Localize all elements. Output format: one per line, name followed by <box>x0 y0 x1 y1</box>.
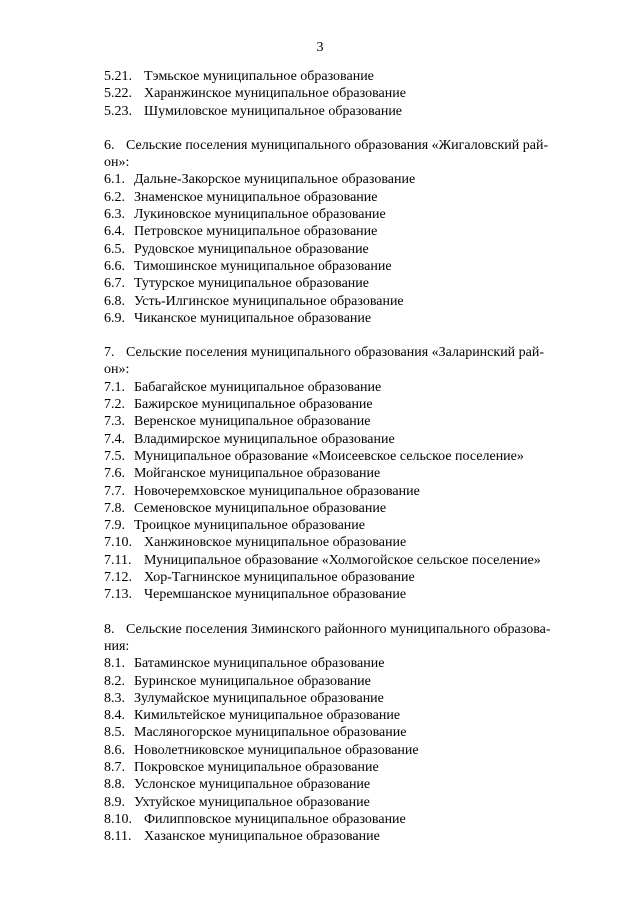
item-number: 7.8. <box>104 500 125 516</box>
list-item <box>104 275 594 292</box>
item-number: 6.8. <box>104 293 125 309</box>
list-item <box>104 483 594 500</box>
section-heading <box>104 344 594 361</box>
item-number: 6.3. <box>104 207 125 223</box>
list-item <box>104 310 594 327</box>
item-text: Троицкое муниципальное образование <box>134 518 366 534</box>
item-number: 5.22. <box>104 86 132 102</box>
section-heading-line1: Сельские поселения Зиминского районного муниципального образова- <box>126 621 551 637</box>
item-text: Рудовское муниципальное образование <box>134 241 369 257</box>
list-item <box>104 293 594 310</box>
item-number: 8.11. <box>104 829 132 845</box>
list-item <box>104 206 594 223</box>
item-number: 8.8. <box>104 777 125 793</box>
list-item <box>104 448 594 465</box>
list-item <box>104 413 594 430</box>
section-number: 7. <box>104 345 115 361</box>
item-text: Тутурское муниципальное образование <box>134 276 370 292</box>
item-number: 8.3. <box>104 690 125 706</box>
list-item <box>104 811 594 828</box>
item-number: 5.23. <box>104 103 132 119</box>
item-text: Шумиловское муниципальное образование <box>144 103 403 119</box>
item-text: Буринское муниципальное образование <box>134 673 371 689</box>
document-content <box>104 68 594 845</box>
item-number: 7.3. <box>104 414 125 430</box>
item-number: 7.4. <box>104 431 125 447</box>
list-item <box>104 534 594 551</box>
section-heading <box>104 621 594 638</box>
item-text: Муниципальное образование «Холмогойское сельское поселение» <box>144 552 541 568</box>
section-heading <box>104 137 594 154</box>
list-item <box>104 690 594 707</box>
item-number: 6.6. <box>104 258 125 274</box>
item-text: Петровское муниципальное образование <box>134 224 378 240</box>
item-number: 7.6. <box>104 466 125 482</box>
item-text: Черемшанское муниципальное образование <box>144 587 407 603</box>
section-spacer <box>104 604 594 621</box>
list-item <box>104 258 594 275</box>
item-text: Дальне-Закорское муниципальное образование <box>134 172 416 188</box>
item-number: 7.13. <box>104 587 132 603</box>
list-item <box>104 794 594 811</box>
section-heading-line1: Сельские поселения муниципального образования «Жигаловский рай- <box>126 137 549 153</box>
item-number: 8.4. <box>104 708 125 724</box>
item-number: 6.7. <box>104 276 125 292</box>
list-item <box>104 241 594 258</box>
section-spacer <box>104 327 594 344</box>
item-text: Покровское муниципальное образование <box>134 759 379 775</box>
item-text: Мойганское муниципальное образование <box>134 466 381 482</box>
section-8 <box>104 621 594 846</box>
item-number: 8.2. <box>104 673 125 689</box>
item-number: 8.7. <box>104 759 125 775</box>
item-text: Новолетниковское муниципальное образование <box>134 742 419 758</box>
list-item <box>104 517 594 534</box>
item-text: Харанжинское муниципальное образование <box>144 86 406 102</box>
item-number: 6.1. <box>104 172 125 188</box>
item-text: Тимошинское муниципальное образование <box>134 258 392 274</box>
list-item <box>104 431 594 448</box>
item-number: 7.12. <box>104 570 132 586</box>
list-item <box>104 742 594 759</box>
item-text: Тэмьское муниципальное образование <box>144 69 374 84</box>
list-item <box>104 586 594 603</box>
item-number: 7.5. <box>104 448 125 464</box>
list-item <box>104 655 594 672</box>
list-item <box>104 707 594 724</box>
list-item <box>104 759 594 776</box>
list-item <box>104 85 594 102</box>
section-number: 6. <box>104 137 115 153</box>
item-number: 5.21. <box>104 69 132 84</box>
list-item <box>104 552 594 569</box>
list-item <box>104 776 594 793</box>
list-item <box>104 569 594 586</box>
item-number: 8.9. <box>104 794 125 810</box>
item-text: Филипповское муниципальное образование <box>144 811 406 827</box>
item-text: Семеновское муниципальное образование <box>134 500 387 516</box>
item-number: 6.9. <box>104 310 125 326</box>
list-item <box>104 396 594 413</box>
section-6 <box>104 137 594 327</box>
item-number: 7.7. <box>104 483 125 499</box>
page-number: 3 <box>316 40 324 55</box>
item-number: 6.4. <box>104 224 125 240</box>
item-text: Ханжиновское муниципальное образование <box>144 535 407 551</box>
item-text: Муниципальное образование «Моисеевское сельское поселение» <box>134 448 524 464</box>
item-text: Веренское муниципальное образование <box>134 414 371 430</box>
item-text: Лукиновское муниципальное образование <box>134 207 386 223</box>
item-number: 8.6. <box>104 742 125 758</box>
list-item <box>104 828 594 845</box>
item-number: 7.1. <box>104 379 125 395</box>
list-item <box>104 724 594 741</box>
item-number: 8.10. <box>104 811 132 827</box>
item-text: Масляногорское муниципальное образование <box>134 725 407 741</box>
section-heading-line1: Сельские поселения муниципального образования «Заларинский рай- <box>126 345 545 361</box>
item-number: 8.5. <box>104 725 125 741</box>
list-item <box>104 673 594 690</box>
item-text: Чиканское муниципальное образование <box>134 310 372 326</box>
section-7 <box>104 344 594 603</box>
item-text: Хор-Тагнинское муниципальное образование <box>144 570 415 586</box>
list-item <box>104 189 594 206</box>
section-heading-continuation: он»: <box>104 362 130 378</box>
list-item <box>104 103 594 120</box>
item-text: Кимильтейское муниципальное образование <box>134 708 401 724</box>
item-text: Бабагайское муниципальное образование <box>134 379 382 395</box>
item-number: 7.2. <box>104 397 125 413</box>
item-number: 6.2. <box>104 189 125 205</box>
list-item <box>104 171 594 188</box>
item-text: Усть-Илгинское муниципальное образование <box>134 293 404 309</box>
item-text: Ухтуйское муниципальное образование <box>134 794 370 810</box>
item-text: Владимирское муниципальное образование <box>134 431 395 447</box>
item-text: Батаминское муниципальное образование <box>134 656 385 672</box>
item-text: Услонское муниципальное образование <box>134 777 371 793</box>
list-item <box>104 465 594 482</box>
section-heading-continuation: он»: <box>104 155 130 171</box>
section-number: 8. <box>104 621 115 637</box>
list-item <box>104 68 594 85</box>
item-number: 7.11. <box>104 552 132 568</box>
item-number: 7.9. <box>104 518 125 534</box>
list-item <box>104 379 594 396</box>
item-text: Новочеремховское муниципальное образование <box>134 483 420 499</box>
item-number: 7.10. <box>104 535 132 551</box>
item-number: 6.5. <box>104 241 125 257</box>
item-text: Бажирское муниципальное образование <box>134 397 373 413</box>
list-item <box>104 500 594 517</box>
item-text: Знаменское муниципальное образование <box>134 189 378 205</box>
section-heading-continuation: ния: <box>104 638 130 654</box>
section-spacer <box>104 120 594 137</box>
item-number: 8.1. <box>104 656 125 672</box>
item-text: Зулумайское муниципальное образование <box>134 690 384 706</box>
list-item <box>104 223 594 240</box>
item-text: Хазанское муниципальное образование <box>144 829 380 845</box>
